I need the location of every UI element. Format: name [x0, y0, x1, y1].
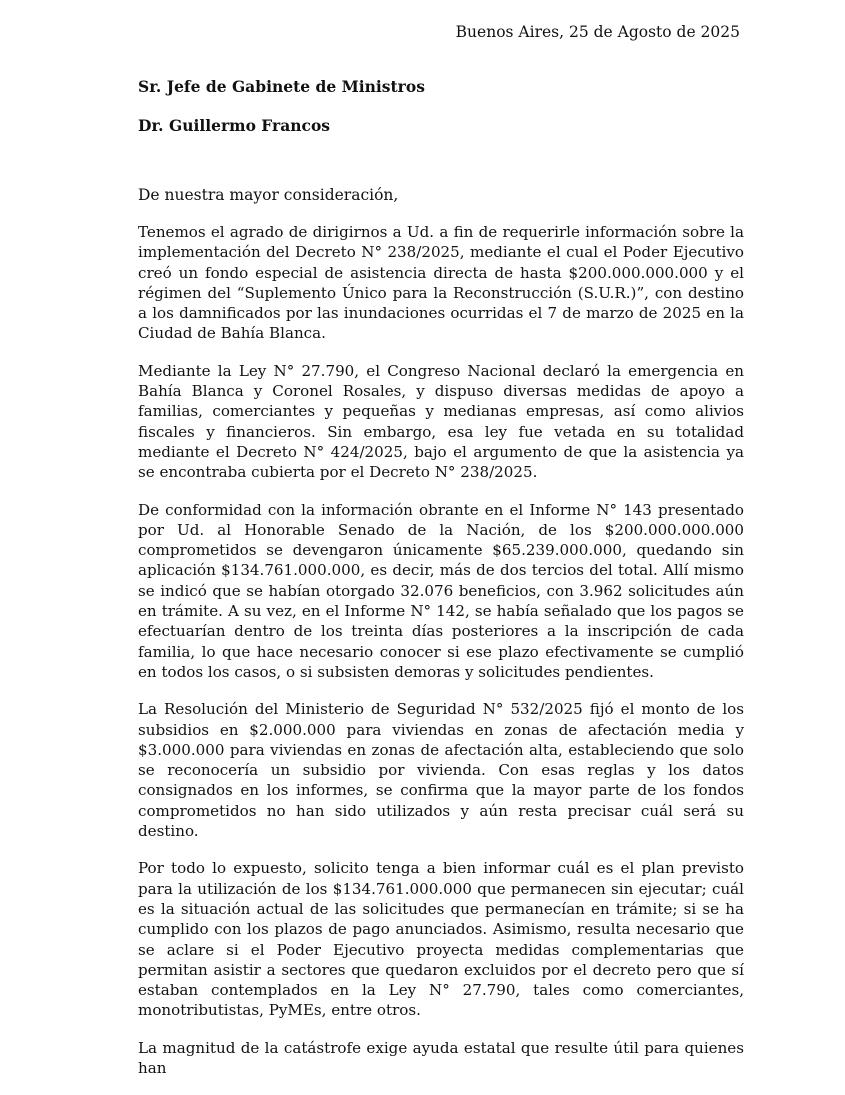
greeting: De nuestra mayor consideración, [138, 186, 399, 204]
paragraph-law-veto: Mediante la Ley N° 27.790, el Congreso Nacional declaró la emergencia en Bahía Blanca y Coronel Rosales, y dispuso diversas medidas de apoyo a familias, comerciantes y pequeñas y medianas empresas, así como alivios fiscales y financieros. Sin embargo, esa ley fue vetada en su totalidad mediante el Decreto N° 424/2025, bajo el argumento de que la asistencia ya se encontraba cubierta por el Decreto N° 238/2025. [138, 361, 744, 482]
paragraph-intro: Tenemos el agrado de dirigirnos a Ud. a fin de requerirle información sobre la implementación del Decreto N° 238/2025, mediante el cual el Poder Ejecutivo creó un fondo especial de asistencia directa de hasta $200.000.000.000 y el régimen del “Suplemento Único para la Reconstrucción (S.U.R.)”, con destino a los damnificados por las inundaciones ocurridas el 7 de marzo de 2025 en la Ciudad de Bahía Blanca. [138, 223, 744, 343]
recipient-name: Dr. Guillermo Francos [138, 116, 331, 135]
paragraph-resolution: La Resolución del Ministerio de Seguridad N° 532/2025 fijó el monto de los subsidios en $2.000.000 para viviendas en zonas de afectación media y $3.000.000 para viviendas en zonas de afectación alta, estableciendo que solo se reconocería un subsidio por vivienda. Con esas reglas y los datos consignados en los informes, se confirma que la mayor parte de los fondos comprometidos no han sido utilizados y aún resta precisar cuál será su destino. [138, 700, 744, 841]
letter-body [138, 222, 744, 1095]
date-line: Buenos Aires, 25 de Agosto de 2025 [455, 23, 740, 41]
recipient-title: Sr. Jefe de Gabinete de Ministros [138, 77, 425, 96]
paragraph-report-figures: De conformidad con la información obrante en el Informe N° 143 presentado por Ud. al Honorable Senado de la Nación, de los $200.000.000.000 comprometidos se devengaron únicamente $65.239.000.000, quedando sin aplicación $134.761.000.000, es decir, más de dos tercios del total. Allí mismo se indicó que se habían otorgado 32.076 beneficios, con 3.962 solicitudes aún en trámite. A su vez, en el Informe N° 142, se había señalado que los pagos se efectuarían dentro de los treinta días posteriores a la inscripción de cada familia, lo que hace necesario conocer si ese plazo efectivamente se cumplió en todos los casos, o si subsisten demoras y solicitudes pendientes. [138, 500, 744, 681]
paragraph-request: Por todo lo expuesto, solicito tenga a bien informar cuál es el plan previsto para la utilización de los $134.761.000.000 que permanecen sin ejecutar; cuál es la situación actual de las solicitudes que permanecían en trámite; si se ha cumplido con los plazos de pago anunciados. Asimismo, resulta necesario que se aclare si el Poder Ejecutivo proyecta medidas complementarias que permitan asistir a sectores que quedaron excluidos por el decreto pero que sí estaban contemplados en la Ley N° 27.790, tales como comerciantes, monotributistas, PyMEs, entre otros. [138, 859, 744, 1020]
paragraph-closing-partial: La magnitud de la catástrofe exige ayuda estatal que resulte útil para quienes han [138, 1038, 744, 1077]
